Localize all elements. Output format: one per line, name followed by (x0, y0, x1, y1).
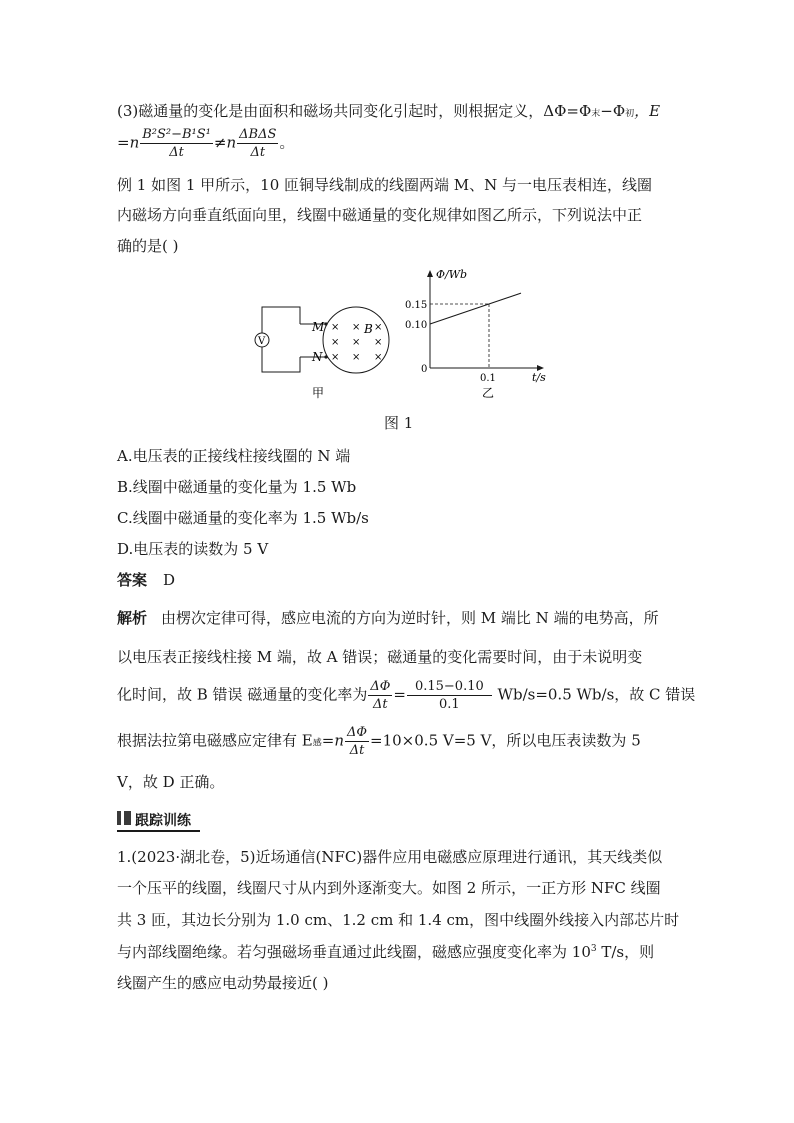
y-tick-label: 0.15 (405, 300, 428, 311)
example-line-3: 确的是( ) (117, 237, 179, 255)
fraction-flux-rate (345, 726, 369, 757)
equals-n: =n (321, 731, 344, 750)
subscript-end: 末 (591, 109, 601, 119)
problem-line-1: 1.(2023·湖北卷，5)近场通信(NFC)器件应用电磁感应原理进行通讯，其天线类似 (117, 848, 663, 866)
problem-line-4 (117, 945, 654, 960)
problem-line-5: 线圈产生的感应电动势最接近( ) (117, 974, 329, 992)
y-axis-label-text: Φ/Wb (436, 268, 468, 281)
origin-label: 0 (421, 364, 428, 375)
caption-yi: 乙 (482, 386, 495, 400)
fraction-numerator: B²S²−B¹S¹ (142, 127, 211, 142)
analysis-text: 化时间，故 B 错误 磁通量的变化率为 (117, 685, 368, 704)
superscript: 3 (590, 944, 597, 954)
caption-jia: 甲 (312, 386, 325, 400)
intro-text-c: ，E (634, 102, 661, 120)
example-line-2: 内磁场方向垂直纸面向里，线圈中磁通量的变化规律如图乙所示，下列说法中正 (117, 206, 643, 224)
voltmeter-label: V (258, 336, 266, 347)
y-axis-label (436, 268, 467, 281)
subscript-start: 初 (625, 109, 635, 119)
option-b: B.线圈中磁通量的变化量为 1.5 Wb (117, 478, 357, 496)
terminal-n-dot (324, 355, 327, 358)
y-tick-label: 0.10 (405, 320, 428, 331)
field-cross: × (374, 322, 383, 333)
answer-line (117, 573, 175, 588)
field-cross: × (331, 322, 340, 333)
analysis-text: 由楞次定律可得，感应电流的方向为逆时针，则 M 端比 N 端的电势高，所 (161, 609, 659, 627)
problem-text: T/s，则 (596, 943, 655, 961)
flux-series-line (430, 293, 521, 324)
field-cross: × (331, 352, 340, 363)
analysis-text: Wb/s=0.5 Wb/s，故 C 错误 (497, 685, 696, 704)
fraction-denominator: Δt (250, 145, 266, 160)
example-line-1: 例 1 如图 1 甲所示，10 匝铜导线制成的线圈两端 M、N 与一电压表相连，线圈 (117, 176, 653, 194)
fraction-denominator: Δt (349, 743, 365, 758)
option-a: A.电压表的正接线柱接线圈的 N 端 (117, 447, 351, 465)
terminal-n-label: N (312, 350, 323, 364)
equals-sign: = (393, 685, 406, 704)
analysis-line-3 (117, 680, 695, 711)
figure-caption: 图 1 (384, 414, 414, 432)
field-cross: × (374, 352, 383, 363)
field-cross: × (352, 352, 361, 363)
subscript-induced: 感 (312, 738, 322, 749)
section-marker-icon (117, 811, 131, 825)
fraction-area-change (140, 128, 213, 159)
section-title: 跟踪训练 (135, 813, 191, 829)
flux-graph (427, 270, 544, 371)
y-axis-arrow (427, 270, 433, 277)
analysis-text: 根据法拉第电磁感应定律有 E (117, 731, 313, 750)
analysis-line-2: 以电压表正接线柱接 M 端，故 A 错误；磁通量的变化需要时间，由于未说明变 (117, 648, 643, 666)
fraction-numerator: ΔBΔS (239, 127, 277, 142)
fraction-denominator: Δt (169, 145, 184, 160)
x-axis-label: t/s (532, 371, 546, 384)
fraction-numerator: ΔΦ (370, 679, 391, 694)
analysis-line-4 (117, 726, 641, 757)
intro-text-a: (3)磁通量的变化是由面积和磁场共同变化引起时，则根据定义，ΔΦ=Φ (117, 102, 592, 120)
field-cross: × (374, 337, 383, 348)
section-marker-stripe (121, 811, 124, 825)
intro-line-2 (117, 128, 294, 159)
field-cross: × (331, 337, 340, 348)
analysis-label: 解析 (117, 609, 148, 627)
not-equal-sign: ≠n (213, 133, 237, 152)
fraction-product-change (237, 128, 278, 159)
problem-line-2: 一个压平的线圈，线圈尺寸从内到外逐渐变大。如图 2 所示，一正方形 NFC 线圈 (117, 879, 661, 897)
section-header (117, 808, 200, 832)
answer-value: D (163, 571, 176, 589)
field-b-label: B (364, 322, 373, 336)
fraction-denominator: 0.1 (439, 697, 460, 712)
x-tick-label: 0.1 (480, 373, 496, 384)
period: 。 (279, 133, 295, 152)
fraction-flux-rate (368, 680, 392, 711)
intro-eq-prefix: =n (117, 133, 140, 152)
analysis-text: =10×0.5 V=5 V，所以电压表读数为 5 (370, 731, 641, 750)
fraction-numerator: ΔΦ (346, 725, 368, 740)
fraction-denominator: Δt (373, 697, 388, 712)
answer-label: 答案 (117, 571, 148, 589)
field-cross: × (352, 322, 361, 333)
figure-1 (0, 262, 794, 432)
field-cross: × (352, 337, 361, 348)
intro-line-1 (117, 104, 660, 119)
analysis-line-5: V，故 D 正确。 (117, 773, 225, 791)
option-d: D.电压表的读数为 5 V (117, 540, 269, 558)
terminal-m-dot (324, 322, 327, 325)
field-crosses (331, 322, 382, 363)
fraction-values (407, 680, 492, 711)
option-c: C.线圈中磁通量的变化率为 1.5 Wb/s (117, 509, 369, 527)
problem-line-3: 共 3 匝，其边长分别为 1.0 cm、1.2 cm 和 1.4 cm，图中线圈外线接入内部芯片时 (117, 911, 680, 929)
problem-text: 与内部线圈绝缘。若匀强磁场垂直通过此线圈，磁感应强度变化率为 10 (117, 943, 591, 961)
terminal-m-label: M (312, 320, 325, 334)
analysis-line-1 (117, 611, 659, 626)
intro-text-b: −Φ (600, 102, 626, 120)
fraction-numerator: 0.15−0.10 (407, 680, 492, 696)
